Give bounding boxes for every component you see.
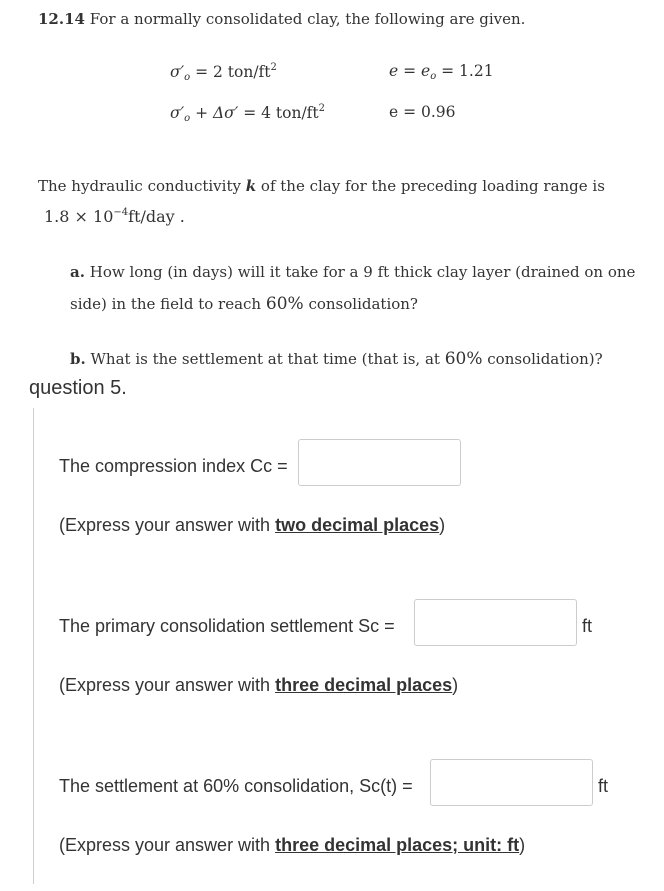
part-a-text4: consolidation? — [308, 295, 418, 313]
k-value — [44, 207, 185, 226]
eq1-right-symbol: e = e — [389, 62, 431, 80]
equation-initial-stress: $\sigma'_o = 2$ ton/$ft^2$ — [170, 62, 277, 83]
eq2-right: e = 0.96 — [389, 103, 456, 121]
eq1-right-value: = 1.21 — [436, 62, 494, 80]
cc-label: The compression index Cc = — [59, 456, 288, 476]
part-a-text3: side) in the field to reach — [70, 295, 262, 313]
part-a-label: a. — [70, 263, 85, 281]
sc-input[interactable] — [414, 599, 577, 646]
k-text-before: The hydraulic conductivity — [38, 177, 241, 195]
part-a-text2: thick clay layer (drained on one — [393, 263, 636, 281]
sct-label: The settlement at 60% consolidation, Sc(t) = — [59, 776, 413, 796]
part-b-text1: What is the settlement at that time (that is, at — [90, 350, 440, 368]
sct-hint — [59, 835, 525, 856]
question-left-border — [33, 408, 34, 884]
k-symbol: k — [245, 177, 257, 195]
cc-hint — [59, 515, 445, 536]
sc-label: The primary consolidation settlement Sc = — [59, 616, 395, 636]
problem-intro: For a normally consolidated clay, the following are given. — [89, 10, 526, 28]
equation-initial-void-ratio: $e = e_o = 1.21$ — [389, 62, 494, 82]
k-text-after: of the clay for the preceding loading range is — [260, 177, 605, 195]
part-a-line1 — [70, 263, 635, 281]
part-b-line — [70, 349, 603, 369]
sct-hint-emphasis: three decimal places; unit: ft — [275, 835, 520, 855]
sc-unit: ft — [582, 616, 593, 636]
sc-hint-before: (Express your answer with — [59, 675, 276, 695]
sc-hint-emphasis: three decimal places — [275, 675, 453, 695]
cc-hint-before: (Express your answer with — [59, 515, 276, 535]
part-a-text1: How long (in days) will it take for a — [89, 263, 359, 281]
part-a-percent: 60% — [265, 294, 304, 314]
cc-input[interactable] — [298, 439, 461, 486]
sct-hint-after: ) — [519, 835, 526, 855]
cc-hint-emphasis: two decimal places — [275, 515, 440, 535]
sct-hint-before: (Express your answer with — [59, 835, 276, 855]
k-statement — [38, 177, 605, 195]
part-b-text2: consolidation)? — [487, 350, 603, 368]
part-a-thickness: 9 ft — [363, 263, 390, 281]
eq1-value: = 2 ton/ft — [195, 63, 271, 81]
equation-final-void-ratio — [389, 103, 456, 121]
question-label: question 5. — [29, 377, 127, 399]
cc-hint-after: ) — [439, 515, 446, 535]
equation-final-stress: $\sigma'_o + \Delta\sigma' = 4$ ton/$ft^2$ — [170, 103, 326, 124]
eq2-value: = 4 ton/ft — [243, 104, 319, 122]
sc-hint-after: ) — [452, 675, 459, 695]
k-unit: ft/day . — [128, 207, 185, 226]
sigma-symbol: $\sigma'_o$ — [170, 63, 191, 83]
k-exponent: −4 — [113, 207, 129, 218]
problem-statement — [38, 10, 525, 28]
sigma-delta-symbol: $\sigma'_o + \Delta\sigma'$ — [170, 104, 239, 124]
sct-input[interactable] — [430, 759, 593, 806]
sc-hint — [59, 675, 458, 696]
k-mantissa: 1.8 × 10 — [44, 207, 114, 226]
part-b-label: b. — [70, 350, 86, 368]
part-a-line2 — [70, 294, 418, 314]
problem-number: 12.14 — [38, 10, 85, 28]
sct-unit: ft — [598, 776, 609, 796]
part-b-percent: 60% — [444, 349, 483, 369]
